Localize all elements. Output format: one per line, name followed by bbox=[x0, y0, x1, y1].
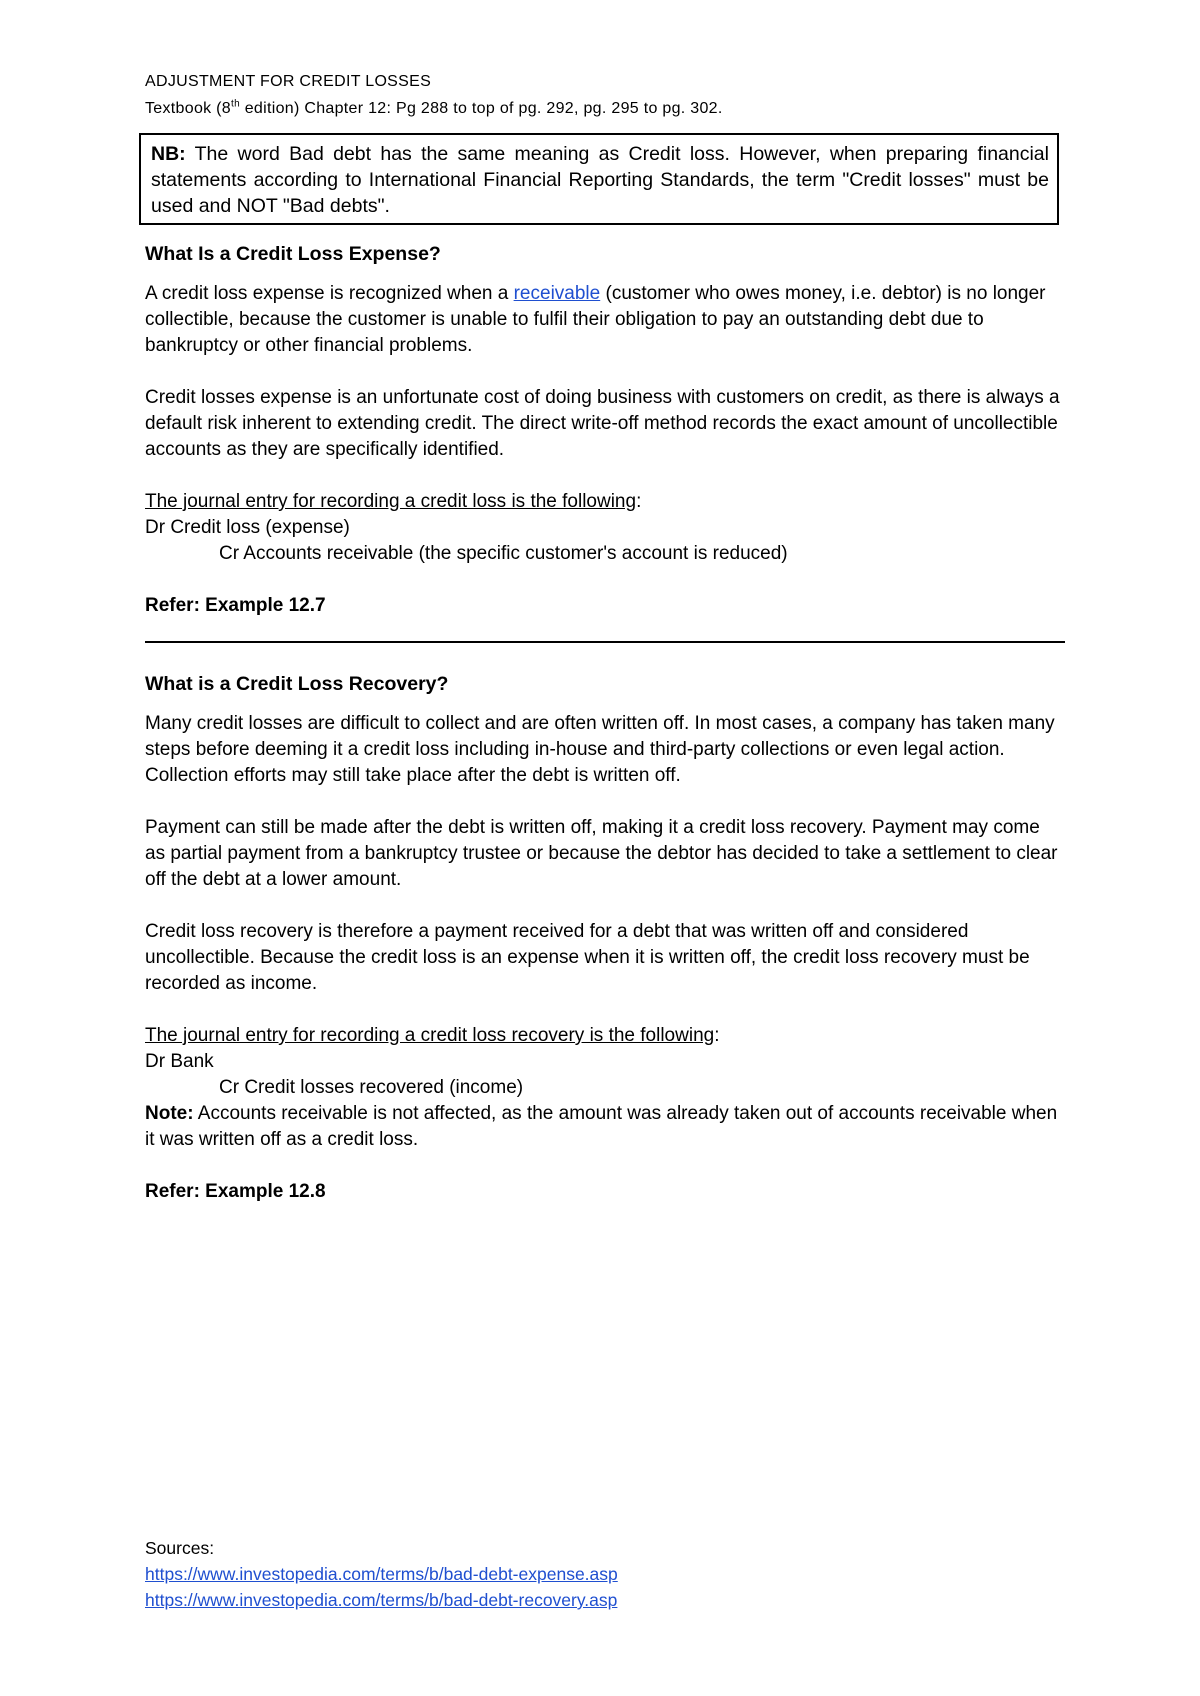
recovery-journal-debit: Dr Bank bbox=[145, 1051, 214, 1072]
document-title: ADJUSTMENT FOR CREDIT LOSSES bbox=[145, 73, 432, 90]
credit-loss-expense-heading: What Is a Credit Loss Expense? bbox=[145, 243, 441, 265]
expense-journal-debit: Dr Credit loss (expense) bbox=[145, 517, 350, 538]
recovery-journal-intro bbox=[145, 1023, 1065, 1049]
expense-journal-colon: : bbox=[636, 491, 642, 512]
expense-paragraph-2: Credit losses expense is an unfortunate cost of doing business with customers on credit, as there is always a default risk inherent to extending credit. The direct write-off method records the exact amount of uncollectible accounts as they are specifically identified. bbox=[145, 387, 1060, 460]
recovery-paragraph-3: Credit loss recovery is therefore a payment received for a debt that was written off and considered uncollectible. Because the credit loss is an expense when it is written off, the credit loss recovery must be recorded as income. bbox=[145, 921, 1030, 994]
expense-journal-intro-text: The journal entry for recording a credit loss is the following bbox=[145, 491, 637, 512]
expense-p1-text-before: A credit loss expense is recognized when a bbox=[145, 283, 514, 304]
sources-block bbox=[145, 1535, 618, 1613]
recovery-paragraph-2: Payment can still be made after the debt is written off, making it a credit loss recovery. Payment may come as partial payment from a bankruptcy trustee or because the debtor has decided to take a settlement to clear off the debt at a lower amount. bbox=[145, 817, 1058, 890]
recovery-journal-intro-text: The journal entry for recording a credit loss recovery is the following bbox=[145, 1025, 715, 1046]
recovery-journal-credit: Cr Credit losses recovered (income) bbox=[219, 1077, 524, 1098]
textbook-reference bbox=[145, 97, 1065, 120]
credit-loss-expense-section bbox=[145, 241, 1065, 619]
expense-journal-intro bbox=[145, 489, 1065, 515]
credit-loss-recovery-heading: What is a Credit Loss Recovery? bbox=[145, 673, 449, 695]
source-link-bad-debt-expense[interactable]: https://www.investopedia.com/terms/b/bad-debt-expense.asp bbox=[145, 1564, 618, 1584]
credit-loss-recovery-section bbox=[145, 671, 1065, 1205]
recovery-journal-colon: : bbox=[714, 1025, 720, 1046]
sources-label: Sources: bbox=[145, 1538, 215, 1558]
note-label: Note: bbox=[145, 1103, 194, 1124]
recovery-refer bbox=[145, 1179, 1065, 1205]
receivable-link[interactable]: receivable bbox=[513, 283, 601, 304]
nb-text: The word Bad debt has the same meaning as Credit loss. However, when preparing financial statements according to International Financial Reporting Standards, the term "Credit losses" must be used and NOT "Bad debts". bbox=[151, 143, 1049, 217]
recovery-note bbox=[145, 1101, 1065, 1153]
textbook-suffix: edition) Chapter 12: Pg 288 to top of pg. 292, pg. 295 to pg. 302. bbox=[239, 100, 723, 117]
nb-label: NB: bbox=[151, 143, 186, 165]
textbook-prefix: Textbook (8 bbox=[145, 100, 232, 117]
document-page bbox=[145, 70, 1065, 1205]
expense-refer-text: Refer: Example 12.7 bbox=[145, 595, 326, 616]
expense-p1-text-after: (customer who owes money, i.e. debtor) is no longer collectible, because the customer is unable to fulfil their obligation to pay an outstanding debt due to bankruptcy or other financial problems. bbox=[145, 283, 1046, 356]
recovery-refer-text: Refer: Example 12.8 bbox=[145, 1181, 326, 1202]
recovery-paragraph-1: Many credit losses are difficult to collect and are often written off. In most cases, a company has taken many steps before deeming it a credit loss including in-house and third-party collections or even legal action. Collection efforts may still take place after the debt is written off. bbox=[145, 713, 1055, 786]
textbook-superscript: th bbox=[231, 98, 240, 110]
expense-journal-credit: Cr Accounts receivable (the specific customer's account is reduced) bbox=[219, 543, 788, 564]
nb-callout-box bbox=[139, 133, 1059, 225]
expense-refer bbox=[145, 593, 1065, 619]
note-text: Accounts receivable is not affected, as the amount was already taken out of accounts receivable when it was written off as a credit loss. bbox=[145, 1103, 1058, 1150]
source-link-bad-debt-recovery[interactable]: https://www.investopedia.com/terms/b/bad-debt-recovery.asp bbox=[145, 1590, 618, 1610]
expense-paragraph-1 bbox=[145, 281, 1065, 359]
